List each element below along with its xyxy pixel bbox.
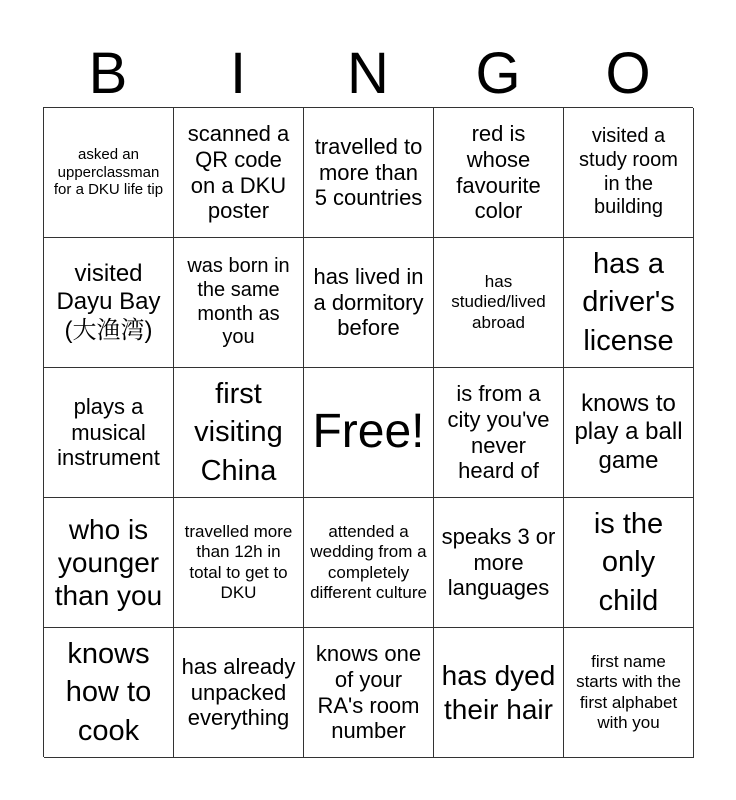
bingo-cell[interactable]: first visiting China [174, 368, 304, 498]
bingo-cell[interactable]: first name starts with the first alphabet with you [564, 628, 694, 758]
bingo-cell[interactable]: is the only child [564, 498, 694, 628]
header-letter-o: O [605, 41, 651, 106]
bingo-cell[interactable]: attended a wedding from a completely different culture [304, 498, 434, 628]
bingo-cell[interactable]: who is younger than you [44, 498, 174, 628]
bingo-cell[interactable]: speaks 3 or more languages [434, 498, 564, 628]
header-letter-g: G [475, 41, 521, 106]
header-letter-b: B [88, 41, 128, 106]
bingo-cell[interactable]: scanned a QR code on a DKU poster [174, 108, 304, 238]
bingo-cell[interactable]: was born in the same month as you [174, 238, 304, 368]
bingo-cell[interactable]: has a driver's license [564, 238, 694, 368]
bingo-cell[interactable]: is from a city you've never heard of [434, 368, 564, 498]
header-letter-n: N [347, 41, 389, 106]
bingo-cell[interactable]: visited a study room in the building [564, 108, 694, 238]
bingo-cell[interactable]: plays a musical instrument [44, 368, 174, 498]
bingo-cell[interactable]: red is whose favourite color [434, 108, 564, 238]
header-letter-i: I [229, 41, 247, 106]
bingo-cell[interactable]: has dyed their hair [434, 628, 564, 758]
free-space[interactable]: Free! [304, 368, 434, 498]
bingo-board [43, 107, 693, 757]
bingo-cell[interactable]: visited Dayu Bay (大渔湾) [44, 238, 174, 368]
bingo-cell[interactable]: knows to play a ball game [564, 368, 694, 498]
bingo-cell[interactable]: asked an upperclassman for a DKU life tip [44, 108, 174, 238]
bingo-cell[interactable]: knows how to cook [44, 628, 174, 758]
bingo-header [43, 40, 693, 108]
bingo-cell[interactable]: has lived in a dormitory before [304, 238, 434, 368]
bingo-cell[interactable]: travelled more than 12h in total to get to DKU [174, 498, 304, 628]
bingo-cell[interactable]: has already unpacked everything [174, 628, 304, 758]
bingo-cell[interactable]: travelled to more than 5 countries [304, 108, 434, 238]
bingo-cell[interactable]: knows one of your RA's room number [304, 628, 434, 758]
bingo-cell[interactable]: has studied/lived abroad [434, 238, 564, 368]
